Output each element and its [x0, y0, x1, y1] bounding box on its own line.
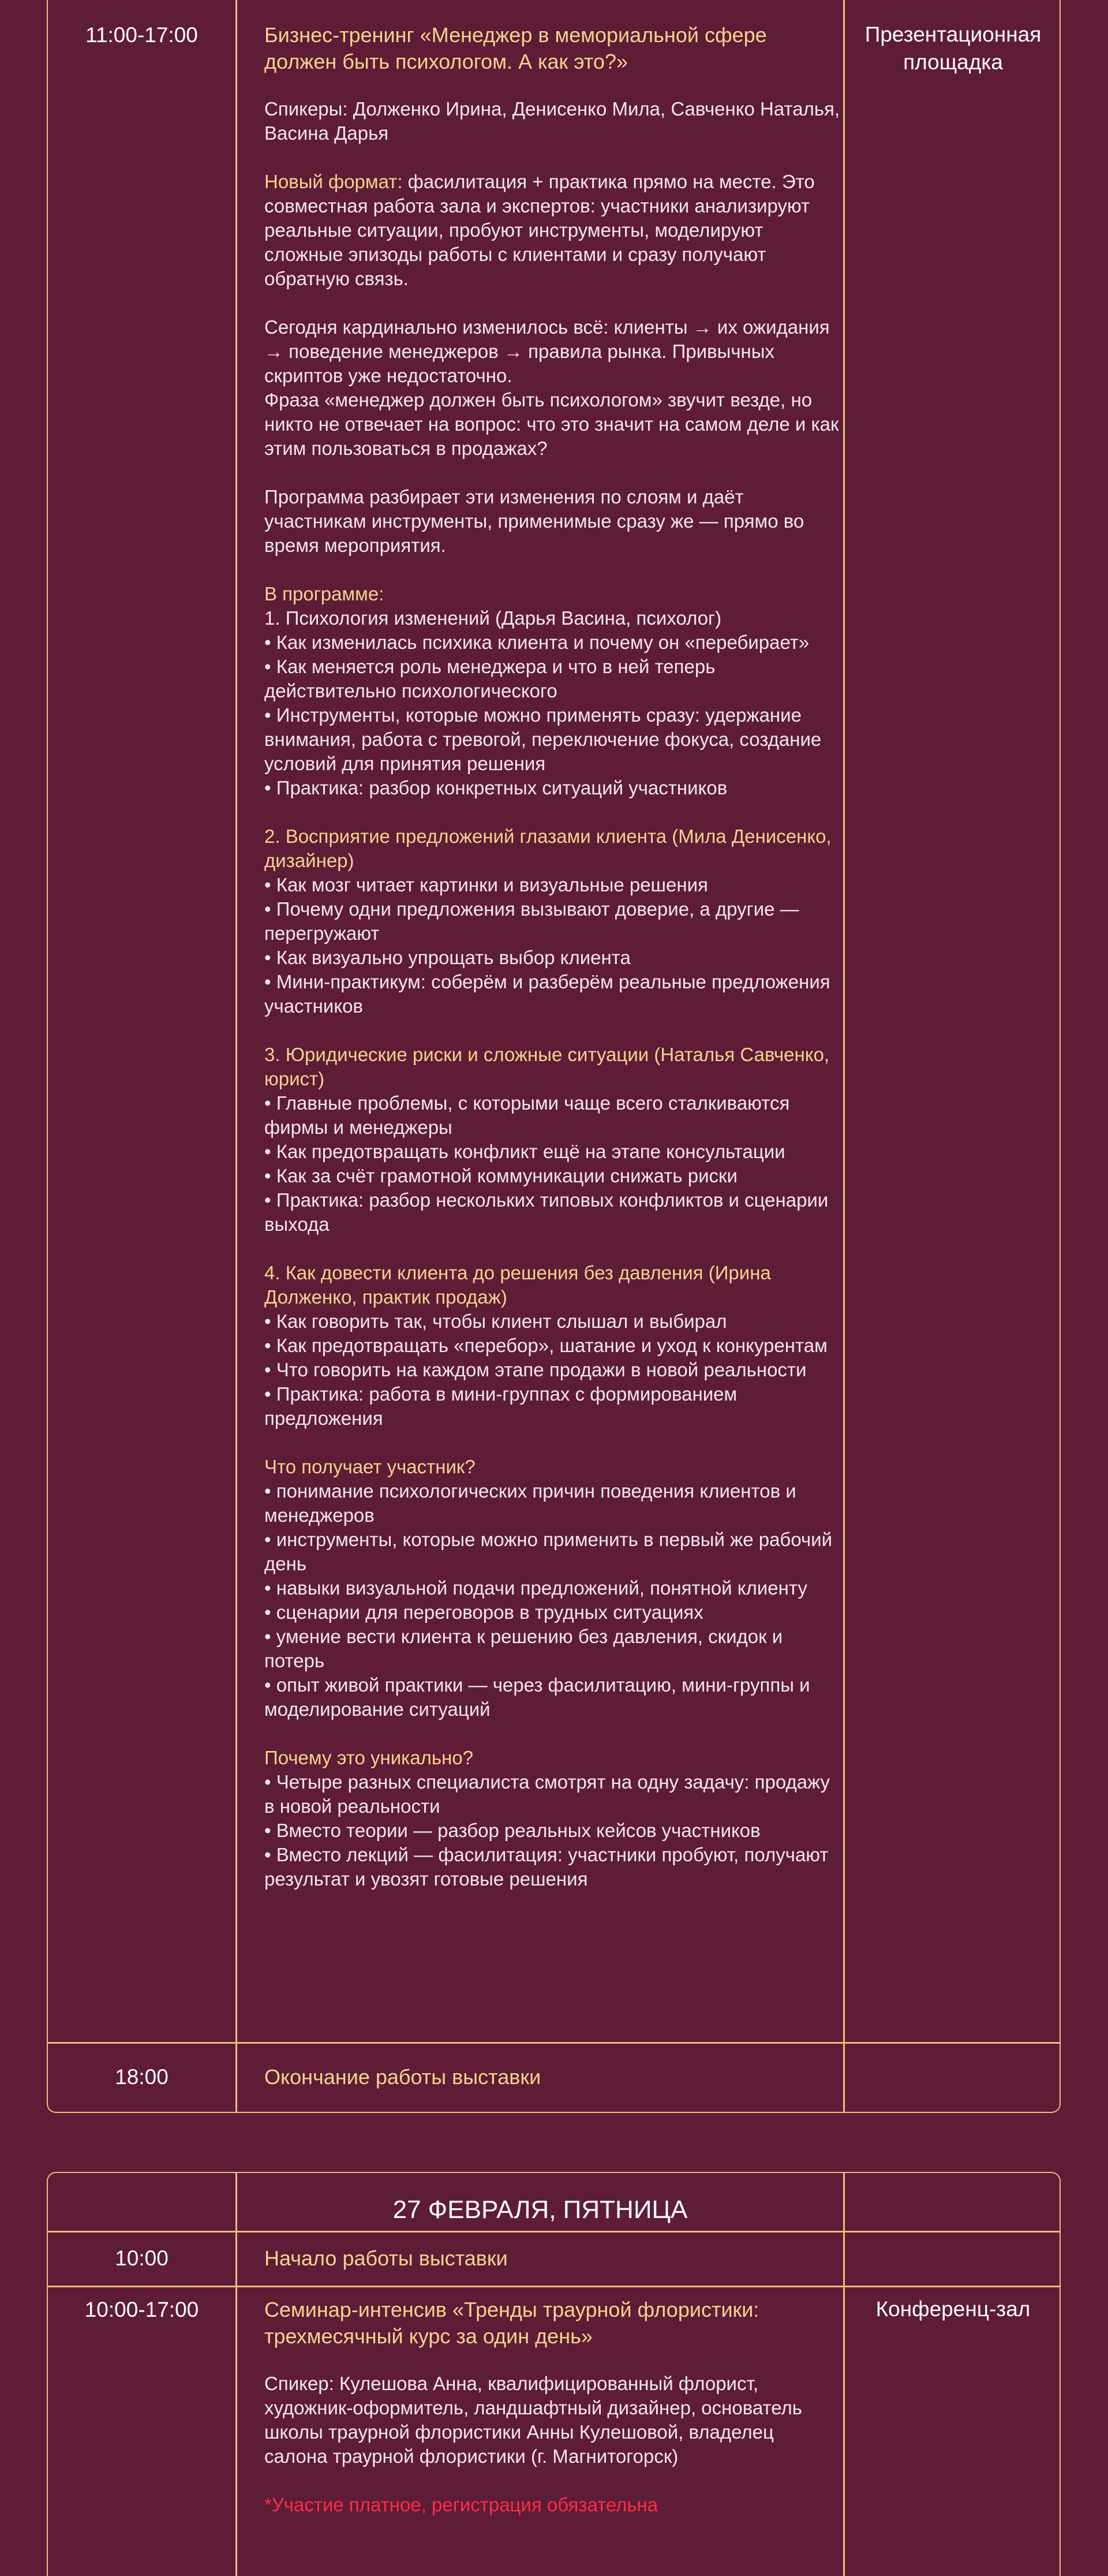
registration-note: *Участие платное, регистрация обязательна	[264, 2494, 658, 2515]
event-speakers: Спикеры: Долженко Ирина, Денисенко Мила, Савченко Наталья, Васина Дарья	[264, 98, 840, 144]
list-item: • Практика: разбор нескольких типовых конфликтов и сценарии выхода	[264, 1189, 829, 1235]
section-title: 2. Восприятие предложений глазами клиента (Мила Денисенко, дизайнер)	[264, 826, 832, 871]
row-divider	[48, 2286, 1060, 2287]
list-item: • Практика: разбор конкретных ситуаций участников	[264, 777, 728, 798]
list-item: • сценарии для переговоров в трудных ситуациях	[264, 1601, 703, 1623]
row-divider	[48, 2042, 1060, 2044]
unique-heading: Почему это уникально?	[264, 1747, 474, 1768]
list-item: • Инструменты, которые можно применять сразу: удержание внимания, работа с тревогой, переключение фокуса, создание условий для принятия решения	[264, 704, 822, 774]
section-title: 3. Юридические риски и сложные ситуации (Наталья Савченко, юрист)	[264, 1044, 830, 1089]
event-description	[264, 22, 841, 1891]
program-heading: В программе:	[264, 583, 384, 604]
section-title: 1. Психология изменений (Дарья Васина, психолог)	[264, 607, 722, 629]
event-description	[264, 2297, 841, 2517]
list-item: • умение вести клиента к решению без давления, скидок и потерь	[264, 1626, 783, 1671]
list-item: • Что говорить на каждом этапе продажи в новой реальности	[264, 1359, 807, 1380]
list-item: • Вместо теории — разбор реальных кейсов участников	[264, 1820, 761, 1841]
format-label: Новый формат:	[264, 171, 403, 192]
list-item: • навыки визуальной подачи предложений, понятной клиенту	[264, 1577, 807, 1599]
event-speakers: Спикер: Кулешова Анна, квалифицированный флорист, художник-оформитель, ландшафтный дизайнер, основатель школы траурной флористики Анны Кулешовой, владелец салона траурной флористики (г. Магнитогорск)	[264, 2373, 802, 2467]
event-format	[264, 170, 841, 291]
list-item: • Главные проблемы, с которыми чаще всего сталкиваются фирмы и менеджеры	[264, 1092, 790, 1138]
list-item: • инструменты, которые можно применить в первый же рабочий день	[264, 1529, 833, 1574]
list-item: • Как мозг читает картинки и визуальные решения	[264, 874, 708, 895]
list-item: • Как за счёт грамотной коммуникации снижать риски	[264, 1165, 738, 1186]
section-title: 4. Как довести клиента до решения без давления (Ирина Долженко, практик продаж)	[264, 1262, 771, 1308]
list-item: • Вместо лекций — фасилитация: участники пробуют, получают результат и увозят готовые решения	[264, 1844, 829, 1890]
list-item: • Практика: работа в мини-группах с формированием предложения	[264, 1383, 738, 1429]
format-text: фасилитация + практика прямо на месте. Это совместная работа зала и экспертов: участники анализируют реальные ситуации, пробуют инструменты, моделируют сложные эпизоды работы с клиентами и сразу получают обратную связь.	[264, 171, 815, 289]
list-item: • Мини-практикум: соберём и разберём реальные предложения участников	[264, 971, 830, 1017]
list-item: • Как меняется роль менеджера и что в ней теперь действительно психологического	[264, 656, 716, 701]
column-divider	[843, 2173, 845, 2576]
intro-paragraph: Фраза «менеджер должен быть психологом» звучит везде, но никто не отвечает на вопрос: что это значит на самом деле и как этим пользоваться в продажах?	[264, 389, 839, 459]
column-divider	[235, 2173, 237, 2576]
list-item: • Как изменилась психика клиента и почему он «перебирает»	[264, 632, 810, 653]
column-divider	[843, 0, 845, 2112]
list-item: • Как предотвращать «перебор», шатание и уход к конкурентам	[264, 1335, 828, 1356]
list-item: • Как говорить так, чтобы клиент слышал и выбирал	[264, 1311, 727, 1332]
day-date-header: 27 ФЕВРАЛЯ, ПЯТНИЦА	[392, 2196, 688, 2224]
time-cell: 18:00	[115, 2065, 169, 2089]
list-item: • Почему одни предложения вызывают доверие, а другие — перегружают	[264, 898, 799, 944]
event-title: Семинар-интенсив «Тренды траурной флористики: трехмесячный курс за один день»	[264, 2298, 759, 2348]
venue-cell: Презентационная площадка	[864, 23, 1042, 74]
venue-cell: Конференц-зал	[875, 2297, 1031, 2321]
schedule-table-day2	[47, 2172, 1061, 2576]
time-cell: 10:00	[115, 2246, 169, 2270]
time-cell: 10:00-17:00	[84, 2298, 199, 2321]
benefits-heading: Что получает участник?	[264, 1456, 476, 1477]
event-title: Окончание работы выставки	[264, 2065, 541, 2089]
list-item: • Как предотвращать конфликт ещё на этапе консультации	[264, 1141, 785, 1162]
intro-paragraph: Сегодня кардинально изменилось всё: клиенты → их ожидания → поведение менеджеров → правила рынка. Привычных скриптов уже недостаточно.	[264, 316, 830, 386]
schedule-table-day1	[47, 0, 1061, 2113]
event-title: Начало работы выставки	[264, 2246, 508, 2270]
list-item: • Как визуально упрощать выбор клиента	[264, 947, 631, 968]
list-item: • понимание психологических причин поведения клиентов и менеджеров	[264, 1480, 796, 1526]
column-divider	[235, 0, 237, 2112]
intro-paragraph: Программа разбирает эти изменения по слоям и даёт участникам инструменты, применимые сразу же — прямо во время мероприятия.	[264, 486, 804, 556]
event-title: Бизнес-тренинг «Менеджер в мемориальной сфере должен быть психологом. А как это?»	[264, 23, 767, 73]
row-divider	[48, 2231, 1060, 2232]
list-item: • Четыре разных специалиста смотрят на одну задачу: продажу в новой реальности	[264, 1771, 830, 1817]
time-cell: 11:00-17:00	[85, 23, 198, 47]
list-item: • опыт живой практики — через фасилитацию, мини-группы и моделирование ситуаций	[264, 1674, 810, 1720]
